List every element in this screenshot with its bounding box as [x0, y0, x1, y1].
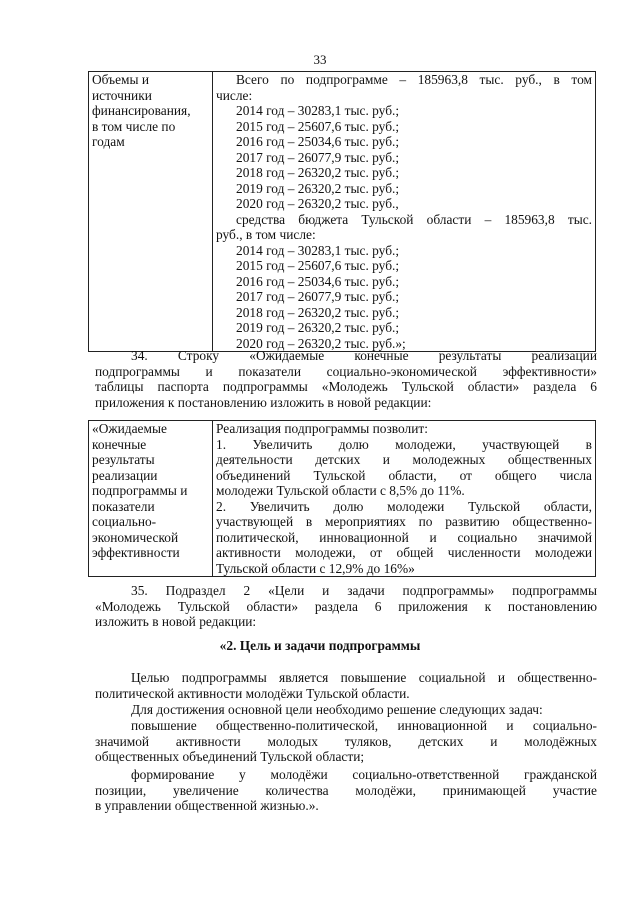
- para-line: позиции, увеличение количества молодёжи, принимающей участие: [95, 782, 597, 798]
- para-line: подпрограммы и показатели социально-экономической эффективности»: [95, 363, 597, 379]
- section-heading: «2. Цель и задачи подпрограммы: [219, 638, 421, 653]
- total-line: Всего по подпрограмме – 185963,8 тыс. руб., в том: [236, 72, 592, 87]
- result-line: деятельности детских и молодежных общественных: [216, 452, 592, 467]
- label-line: Объемы и: [92, 72, 150, 87]
- label-line: реализации: [92, 467, 158, 483]
- label-line: «Ожидаемые: [92, 421, 167, 436]
- result-line: 2. Увеличить долю молодежи Тульской области,: [216, 498, 592, 514]
- result-line: Реализация подпрограммы позволит:: [216, 421, 428, 436]
- result-line: 1. Увеличить долю молодежи, участвующей в: [216, 436, 592, 452]
- budget-line: средства бюджета Тульской области – 185963,8 тыс.: [236, 211, 592, 227]
- body-paragraph-1: [95, 670, 597, 701]
- para-line: 34. Строку «Ожидаемые конечные результаты реализации: [131, 348, 597, 363]
- para-line: Для достижения основной цели необходимо решение следующих задач:: [131, 702, 543, 717]
- paragraph-34: [95, 348, 597, 410]
- label-line: подпрограммы и: [92, 483, 188, 498]
- para-line: общественных объединений Тульской области;: [95, 749, 365, 764]
- year-line: 2014 год – 30283,1 тыс. руб.;: [236, 242, 400, 258]
- label-line: показатели: [92, 498, 155, 514]
- total-line-cont: числе:: [216, 87, 253, 103]
- year-line: 2016 год – 25034,6 тыс. руб.;: [236, 273, 400, 289]
- financing-table: [88, 71, 596, 352]
- para-line: в управлении общественной жизнью.».: [95, 798, 319, 813]
- result-line: объединений Тульской области, от общего числа: [216, 467, 592, 483]
- financing-value-cell: [213, 72, 596, 352]
- para-line: «Молодежь Тульской области» раздела 6 приложения к постановлению: [95, 598, 597, 614]
- label-line: результаты: [92, 452, 155, 467]
- label-line: экономической: [92, 529, 179, 545]
- year-line: 2014 год – 30283,1 тыс. руб.;: [236, 103, 400, 118]
- year-line: 2016 год – 25034,6 тыс. руб.;: [236, 134, 400, 149]
- body-paragraph-3: [95, 718, 597, 765]
- result-line: молодежи Тульской области с 8,5% до 11%.: [216, 483, 465, 498]
- para-line: изложить в новой редакции:: [95, 614, 257, 629]
- para-line: приложения к постановлению изложить в новой редакции:: [95, 394, 432, 410]
- year-line: 2019 год – 26320,2 тыс. руб.;: [236, 320, 400, 335]
- year-line: 2019 год – 26320,2 тыс. руб.;: [236, 180, 400, 196]
- year-line: 2017 год – 26077,9 тыс. руб.;: [236, 149, 400, 165]
- para-line: значимой активности молодых туляков, детских и молодёжных: [95, 733, 597, 749]
- paragraph-35: [95, 583, 597, 630]
- para-line: 35. Подраздел 2 «Цели и задачи подпрограммы» подпрограммы: [131, 583, 597, 598]
- year-line: 2020 год – 26320,2 тыс. руб.,: [236, 196, 399, 211]
- year-line: 2017 год – 26077,9 тыс. руб.;: [236, 289, 400, 304]
- year-line: 2018 год – 26320,2 тыс. руб.;: [236, 165, 400, 180]
- year-line: 2018 год – 26320,2 тыс. руб.;: [236, 304, 400, 320]
- label-line: финансирования,: [92, 103, 191, 118]
- body-paragraph-4: [95, 767, 597, 814]
- label-line: эффективности: [92, 545, 180, 560]
- para-line: формирование у молодёжи социально-ответственной гражданской: [131, 767, 597, 782]
- para-line: политической активности молодёжи Тульской области.: [95, 685, 410, 701]
- label-line: источники: [92, 87, 152, 103]
- result-line: политической, инновационной и социально значимой: [216, 529, 592, 545]
- results-table: [88, 420, 596, 577]
- year-line: 2015 год – 25607,6 тыс. руб.;: [236, 118, 400, 134]
- para-line: повышение общественно-политической, инновационной и социально-: [131, 718, 597, 733]
- label-line: в том числе по: [92, 118, 176, 134]
- budget-line-cont: руб., в том числе:: [216, 227, 316, 242]
- year-line: 2020 год – 26320,2 тыс. руб.»;: [236, 335, 406, 351]
- results-value-cell: [213, 421, 596, 577]
- result-line: участвующей в мероприятиях по развитию общественно-: [216, 514, 592, 529]
- result-line: Тульской области с 12,9% до 16%»: [216, 560, 415, 576]
- label-line: конечные: [92, 436, 147, 452]
- label-line: годам: [92, 134, 125, 149]
- results-label-cell: [89, 421, 213, 577]
- page-number: 33: [313, 52, 327, 67]
- result-line: активности молодежи, от общей численности молодежи: [216, 545, 592, 560]
- label-line: социально-: [92, 514, 157, 529]
- body-paragraph-2: [95, 702, 597, 718]
- financing-label-cell: [89, 72, 213, 352]
- para-line: Целью подпрограммы является повышение социальной и общественно-: [131, 670, 597, 685]
- para-line: таблицы паспорта подпрограммы «Молодежь Тульской области» раздела 6: [95, 379, 597, 394]
- year-line: 2015 год – 25607,6 тыс. руб.;: [236, 258, 400, 273]
